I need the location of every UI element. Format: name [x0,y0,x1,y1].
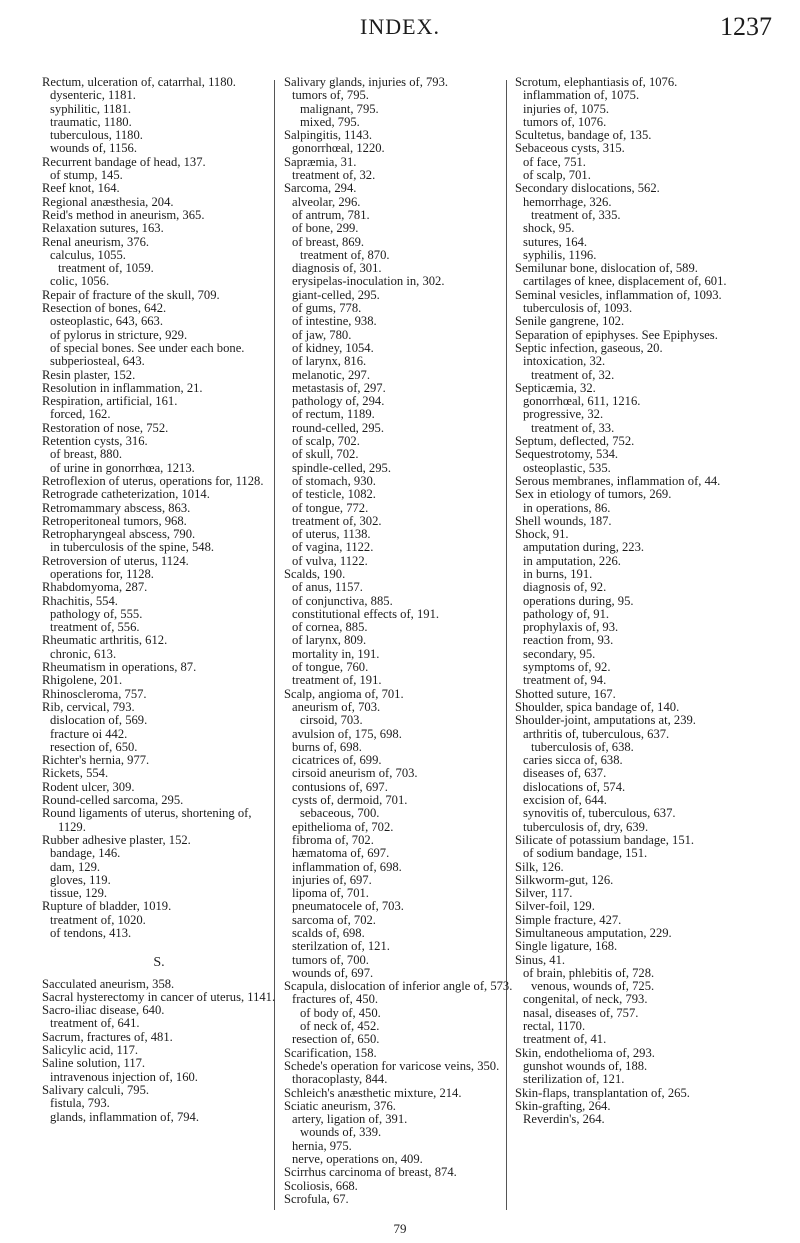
index-entry: tumors of, 700. [292,952,369,967]
index-entry: Serous membranes, inflammation of, 44. [515,473,721,488]
index-entry: gonorrhœal, 611, 1216. [523,394,641,409]
index-entry: round-celled, 295. [292,420,384,435]
index-entry: treatment of, 641. [50,1016,140,1031]
index-entry: Relaxation sutures, 163. [42,221,164,236]
index-entry: lipoma of, 701. [292,886,369,901]
index-entry: Saline solution, 117. [42,1056,146,1071]
index-entry: erysipelas-inoculation in, 302. [292,274,445,289]
index-entry: epithelioma of, 702. [292,819,394,834]
index-entry: Secondary dislocations, 562. [515,181,660,196]
index-entry: rectal, 1170. [523,1019,586,1034]
index-entry: wounds of, 339. [300,1125,382,1140]
index-entry: cirsoid aneurism of, 703. [292,766,418,781]
index-entry: Rodent ulcer, 309. [42,779,135,794]
index-entry: Scrofula, 67. [284,1191,349,1206]
index-entry: tuberculous, 1180. [50,128,143,143]
index-entry: Seminal vesicles, inflammation of, 1093. [515,287,722,302]
index-entry: of larynx, 816. [292,354,367,369]
index-entry: diagnosis of, 92. [523,580,607,595]
index-entry: Salicylic acid, 117. [42,1043,139,1058]
index-entry: Retroversion of uterus, 1124. [42,553,189,568]
index-entry: Sacrum, fractures of, 481. [42,1029,173,1044]
index-entry: aneurism of, 703. [292,699,381,714]
index-entry: fibroma of, 702. [292,832,374,847]
index-entry: fistula, 793. [50,1096,110,1111]
index-entry: fracture oi 442. [50,726,128,741]
index-entry: tuberculosis of, dry, 639. [523,819,649,834]
index-entry: forced, 162. [50,407,111,422]
index-entry: nasal, diseases of, 757. [523,1005,639,1020]
index-entry: of breast, 869. [292,234,365,249]
index-entry: Sciatic aneurism, 376. [284,1098,396,1113]
index-entry: of vulva, 1122. [292,553,368,568]
index-entry: Septicæmia, 32. [515,380,596,395]
index-entry: Retention cysts, 316. [42,434,148,449]
index-entry: Silicate of potassium bandage, 151. [515,832,695,847]
index-entry: Resolution in inflammation, 21. [42,380,203,395]
index-entry: sebaceous, 700. [300,806,380,821]
index-entry: wounds of, 1156. [50,141,137,156]
index-entry: Scapula, dislocation of inferior angle of, 573. [284,979,513,994]
index-entry: of testicle, 1082. [292,487,376,502]
index-entry: Sex in etiology of tumors, 269. [515,487,672,502]
index-entry: of kidney, 1054. [292,340,374,355]
index-entry: operations during, 95. [523,593,634,608]
index-entry: thoracoplasty, 844. [292,1072,388,1087]
index-entry: treatment of, 1020. [50,912,146,927]
index-entry: of larynx, 809. [292,633,367,648]
index-entry: avulsion of, 175, 698. [292,726,402,741]
index-entry: Septic infection, gaseous, 20. [515,340,663,355]
index-entry: Sinus, 41. [515,952,566,967]
index-entry: Rickets, 554. [42,766,109,781]
index-entry: treatment of, 302. [292,513,382,528]
index-entry: glands, inflammation of, 794. [50,1109,200,1124]
index-entry: excision of, 644. [523,793,607,808]
index-entry: Restoration of nose, 752. [42,420,169,435]
index-entry: Rheumatism in operations, 87. [42,660,197,675]
index-column-1 [42,76,276,1216]
index-entry: pathology of, 294. [292,394,385,409]
index-entry: alveolar, 296. [292,194,361,209]
index-entry: Resection of bones, 642. [42,301,167,316]
index-entry: calculus, 1055. [50,247,126,262]
index-entry: of antrum, 781. [292,207,370,222]
index-entry: of breast, 880. [50,447,123,462]
index-entry: traumatic, 1180. [50,114,132,129]
index-entry: hæmatoma of, 697. [292,846,390,861]
index-entry: sarcoma of, 702. [292,912,376,927]
index-entry: of brain, phlebitis of, 728. [523,965,655,980]
index-entry: Scrotum, elephantiasis of, 1076. [515,76,678,89]
index-entry: Rubber adhesive plaster, 152. [42,832,191,847]
index-entry: Sebaceous cysts, 315. [515,141,625,156]
index-entry: injuries of, 697. [292,872,372,887]
index-entry: treatment of, 94. [523,673,607,688]
running-title: INDEX. [360,14,440,39]
index-entry: metastasis of, 297. [292,380,386,395]
index-entry: treatment of, 32. [531,367,615,382]
index-entry: Scarification, 158. [284,1045,377,1060]
index-entry: Repair of fracture of the skull, 709. [42,287,220,302]
index-entry: treatment of, 556. [50,620,140,635]
section-letter: S. [153,955,165,971]
page-number: 1237 [720,12,772,41]
index-entry: osteoplastic, 535. [523,460,611,475]
index-entry: tuberculosis of, 1093. [523,301,633,316]
index-entry: hemorrhage, 326. [523,194,612,209]
signature-mark: 79 [393,1221,407,1236]
index-entry: Skin-flaps, transplantation of, 265. [515,1085,690,1100]
index-entry: of scalp, 702. [292,434,360,449]
index-entry: venous, wounds of, 725. [531,979,655,994]
index-entry: caries sicca of, 638. [523,753,623,768]
index-entry: operations for, 1128. [50,566,154,581]
index-entry: gonorrhœal, 1220. [292,141,385,156]
index-entry: gunshot wounds of, 188. [523,1058,648,1073]
index-entry: of anus, 1157. [292,580,363,595]
index-entry: Rectum, ulceration of, catarrhal, 1180. [42,76,236,89]
index-entry: Sacculated aneurism, 358. [42,976,175,991]
index-entry: of neck of, 452. [300,1019,380,1034]
index-entry: wounds of, 697. [292,965,374,980]
index-entry: scalds of, 698. [292,926,365,940]
index-entry: of sodium bandage, 151. [523,846,648,861]
index-entry: Reef knot, 164. [42,181,120,196]
index-entry: mortality in, 191. [292,646,380,661]
index-entry: Single ligature, 168. [515,939,618,954]
index-entry: malignant, 795. [300,101,379,116]
index-entry: reaction from, 93. [523,633,614,648]
index-entry: Respiration, artificial, 161. [42,394,178,409]
index-entry: Scultetus, bandage of, 135. [515,128,652,143]
index-entry: of uterus, 1138. [292,527,371,542]
index-entry: treatment of, 41. [523,1032,607,1047]
index-entry: synovitis of, tuberculous, 637. [523,806,676,821]
index-entry: of cornea, 885. [292,620,368,635]
index-entry: pneumatocele of, 703. [292,899,404,914]
index-entry: Reverdin's, 264. [523,1112,605,1127]
index-entry: cicatrices of, 699. [292,753,382,768]
index-entry: in burns, 191. [523,566,593,581]
index-entry: intoxication, 32. [523,354,606,369]
index-entry: syphilis, 1196. [523,247,597,262]
index-entry: Round ligaments of uterus, shortening of, 1129. [42,806,252,834]
index-entry: Rheumatic arthritis, 612. [42,633,168,648]
index-entry: of face, 751. [523,154,586,169]
index-entry: Sacro-iliac disease, 640. [42,1003,165,1018]
index-entry: constitutional effects of, 191. [292,606,440,621]
index-entry: in amputation, 226. [523,553,621,568]
index-entry: of stomach, 930. [292,473,376,488]
index-entry: of stump, 145. [50,168,123,183]
index-entry: Round-celled sarcoma, 295. [42,793,184,808]
index-entry: Shoulder-joint, amputations at, 239. [515,713,696,728]
index-entry: Senile gangrene, 102. [515,314,625,329]
index-entry: Sarcoma, 294. [284,181,357,196]
index-entry: tumors of, 795. [292,88,369,103]
index-entry: cysts of, dermoid, 701. [292,793,408,808]
index-entry: Rhachitis, 554. [42,593,118,608]
index-entry: resection of, 650. [50,739,138,754]
index-entry: pathology of, 91. [523,606,610,621]
index-entry: of tongue, 760. [292,660,369,675]
index-entry: melanotic, 297. [292,367,370,382]
index-entry: progressive, 32. [523,407,604,422]
index-entry: intravenous injection of, 160. [50,1069,198,1084]
index-entry: dam, 129. [50,859,101,874]
index-entry: Reid's method in aneurism, 365. [42,207,205,222]
index-entry: of tongue, 772. [292,500,369,515]
index-entry: Rhigolene, 201. [42,673,123,688]
index-entry: chronic, 613. [50,646,117,661]
index-entry: Salpingitis, 1143. [284,128,373,143]
index-entry: Skin-grafting, 264. [515,1098,611,1113]
index-entry: syphilitic, 1181. [50,101,132,116]
index-entry: dysenteric, 1181. [50,88,136,103]
index-entry: of jaw, 780. [292,327,352,342]
index-entry: of rectum, 1189. [292,407,375,422]
index-entry: Sapræmia, 31. [284,154,357,169]
index-entry: of conjunctiva, 885. [292,593,393,608]
index-entry: Renal aneurism, 376. [42,234,150,249]
index-entry: of vagina, 1122. [292,540,374,555]
index-entry: of gums, 778. [292,301,362,316]
index-entry: Scalp, angioma of, 701. [284,686,404,701]
index-entry: Retropharyngeal abscess, 790. [42,527,196,542]
index-entry: sterilization of, 121. [523,1072,625,1087]
index-entry: Septum, deflected, 752. [515,434,635,449]
index-entry: of special bones. See under each bone. [50,340,245,355]
index-entry: Shock, 91. [515,527,569,542]
index-entry: of scalp, 701. [523,168,591,183]
index-entry: bandage, 146. [50,846,121,861]
index-entry: dislocations of, 574. [523,779,626,794]
index-entry: Schleich's anæsthetic mixture, 214. [284,1085,462,1100]
index-entry: Schede's operation for varicose veins, 350. [284,1058,500,1073]
index-entry: Rupture of bladder, 1019. [42,899,172,914]
index-entry: Retroperitoneal tumors, 968. [42,513,187,528]
index-entry: Scalds, 190. [284,566,346,581]
index-entry: Retromammary abscess, 863. [42,500,191,515]
index-entry: of intestine, 938. [292,314,377,329]
index-entry: of urine in gonorrhœa, 1213. [50,460,195,475]
index-entry: arthritis of, tuberculous, 637. [523,726,670,741]
index-entry: Salivary glands, injuries of, 793. [284,76,449,89]
index-entry: artery, ligation of, 391. [292,1112,408,1127]
index-entry: Sacral hysterectomy in cancer of uterus, 1141. [42,989,276,1004]
index-entry: giant-celled, 295. [292,287,380,302]
index-entry: Skin, endothelioma of, 293. [515,1045,655,1060]
index-entry: tumors of, 1076. [523,114,607,129]
index-entry: spindle-celled, 295. [292,460,391,475]
index-entry: Resin plaster, 152. [42,367,136,382]
index-entry: cirsoid, 703. [300,713,363,728]
index-entry: Shell wounds, 187. [515,513,612,528]
index-column-3 [515,76,749,1216]
index-entry: treatment of, 191. [292,673,382,688]
index-entry: Retrograde catheterization, 1014. [42,487,210,502]
index-entry: of body of, 450. [300,1005,381,1020]
index-entry: Richter's hernia, 977. [42,753,150,768]
index-entry: Rhabdomyoma, 287. [42,580,148,595]
index-entry: inflammation of, 1075. [523,88,640,103]
index-entry: resection of, 650. [292,1032,380,1047]
index-entry: treatment of, 870. [300,247,390,262]
index-entry: diagnosis of, 301. [292,261,382,276]
index-entry: Salivary calculi, 795. [42,1082,150,1097]
index-entry: sutures, 164. [523,234,588,249]
index-entry: Shotted suture, 167. [515,686,616,701]
index-entry: treatment of, 33. [531,420,615,435]
index-entry: dislocation of, 569. [50,713,148,728]
index-entry: Rib, cervical, 793. [42,699,135,714]
index-entry: Separation of epiphyses. See Epiphyses. [515,327,718,342]
index-entry: amputation during, 223. [523,540,645,555]
index-entry: Silver-foil, 129. [515,899,595,914]
index-entry: hernia, 975. [292,1138,352,1153]
index-entry: mixed, 795. [300,114,360,129]
index-entry: inflammation of, 698. [292,859,402,874]
index-entry: of pylorus in stricture, 929. [50,327,188,342]
page-header [0,0,800,60]
index-entry: prophylaxis of, 93. [523,620,619,635]
index-entry: subperiosteal, 643. [50,354,145,369]
index-entry: in operations, 86. [523,500,611,515]
index-entry: fractures of, 450. [292,992,379,1007]
index-entry: treatment of, 1059. [58,261,154,276]
index-entry: burns of, 698. [292,739,362,754]
index-entry: Silk, 126. [515,859,564,874]
index-entry: of bone, 299. [292,221,359,236]
index-entry: cartilages of knee, displacement of, 601. [523,274,727,289]
index-entry: Semilunar bone, dislocation of, 589. [515,261,698,276]
index-entry: of tendons, 413. [50,926,132,940]
index-entry: shock, 95. [523,221,575,236]
index-entry: Simple fracture, 427. [515,912,622,927]
index-entry: Shoulder, spica bandage of, 140. [515,699,680,714]
index-entry: Silkworm-gut, 126. [515,872,614,887]
index-entry: secondary, 95. [523,646,596,661]
index-column-2 [284,76,518,1216]
index-entry: Scirrhus carcinoma of breast, 874. [284,1165,457,1180]
index-entry: injuries of, 1075. [523,101,610,116]
index-entry: osteoplastic, 643, 663. [50,314,163,329]
index-entry: congenital, of neck, 793. [523,992,648,1007]
index-entry: gloves, 119. [50,872,111,887]
index-entry: diseases of, 637. [523,766,607,781]
index-entry: tissue, 129. [50,886,108,901]
index-entry: contusions of, 697. [292,779,388,794]
index-entry: Rhinoscleroma, 757. [42,686,147,701]
index-entry: Retroflexion of uterus, operations for, 1128. [42,473,264,488]
index-entry: sterilzation of, 121. [292,939,390,954]
index-entry: symptoms of, 92. [523,660,611,675]
index-entry: colic, 1056. [50,274,110,289]
index-entry: Regional anæsthesia, 204. [42,194,174,209]
index-entry: treatment of, 32. [292,168,376,183]
index-entry: tuberculosis of, 638. [531,739,634,754]
index-entry: Scoliosis, 668. [284,1178,358,1193]
index-entry: Sequestrotomy, 534. [515,447,619,462]
index-entry: Simultaneous amputation, 229. [515,926,672,940]
index-entry: treatment of, 335. [531,207,621,222]
index-entry: nerve, operations on, 409. [292,1152,423,1167]
index-entry: of skull, 702. [292,447,359,462]
index-entry: in tuberculosis of the spine, 548. [50,540,215,555]
index-entry: pathology of, 555. [50,606,143,621]
index-entry: Silver, 117. [515,886,573,901]
index-entry: Recurrent bandage of head, 137. [42,154,206,169]
